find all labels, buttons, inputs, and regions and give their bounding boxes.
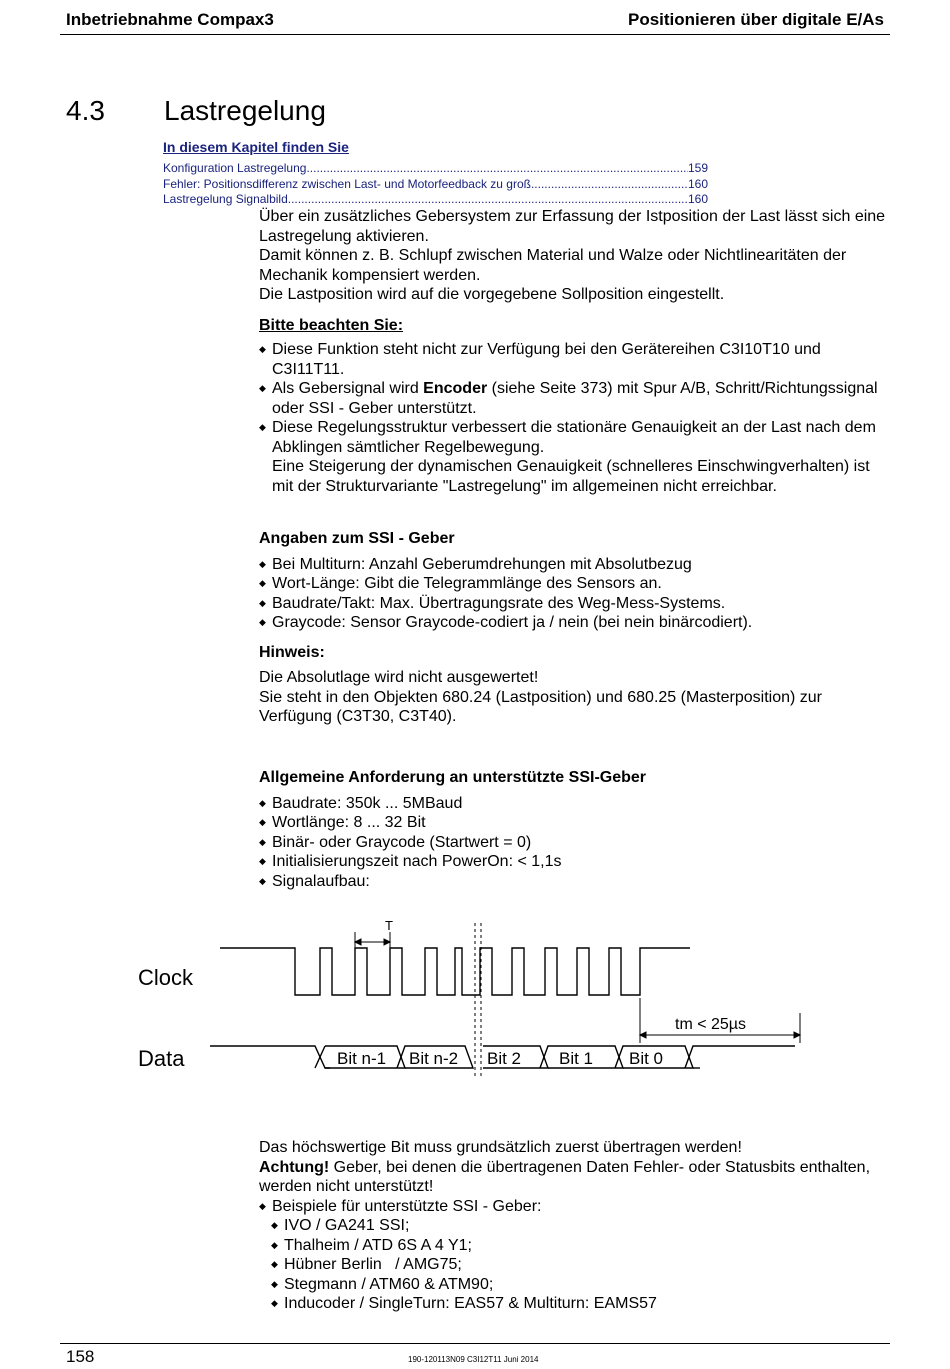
encoder-example: ◆ Thalheim / ATD 6S A 4 Y1;	[259, 1236, 889, 1256]
period-label: T	[385, 918, 393, 933]
toc-leader-dots	[306, 161, 688, 177]
general-list	[259, 794, 889, 892]
toc-list	[163, 161, 708, 208]
intro-paragraph-1: Über ein zusätzliches Gebersystem zur Erfassung der Istposition der Last lässt sich eine Lastregelung aktivieren.	[259, 208, 886, 245]
clock-waveform	[220, 948, 690, 995]
period-marker	[355, 932, 390, 948]
encoder-example: ◆ Stegmann / ATM60 & ATM90;	[259, 1275, 889, 1295]
ssi-item: ◆ Graycode: Sensor Graycode-codiert ja / nein (bei nein binärcodiert).	[259, 613, 889, 633]
examples-list	[259, 1197, 889, 1217]
hint-heading: Hinweis:	[259, 643, 325, 661]
clock-label: Clock	[138, 965, 194, 990]
data-bit: Bit n-1	[337, 1049, 387, 1068]
ssi-item: ◆ Baudrate/Takt: Max. Übertragungsrate des Weg-Mess-Systems.	[259, 594, 889, 614]
note-item: ◆ Diese Funktion steht nicht zur Verfügung bei den Gerätereihen C3I10T10 und C3I11T11.	[259, 340, 889, 379]
general-section	[259, 768, 889, 891]
header-section-title: Positionieren über digitale E/As	[628, 10, 884, 29]
encoder-example: ◆ Inducoder / SingleTurn: EAS57 & Multiturn: EAMS57	[259, 1294, 889, 1314]
toc-entry[interactable]	[163, 177, 708, 193]
toc-entry-text[interactable]: Lastregelung Signalbild	[163, 192, 288, 206]
intro-section	[259, 207, 889, 496]
general-item: ◆ Wortlänge: 8 ... 32 Bit	[259, 813, 889, 833]
toc-heading[interactable]: In diesem Kapitel finden Sie	[163, 139, 349, 155]
encoder-example: ◆ IVO / GA241 SSI;	[259, 1216, 889, 1236]
general-item: ◆ Initialisierungszeit nach PowerOn: < 1,1s	[259, 852, 889, 872]
header-manual-title: Inbetriebnahme Compax3	[66, 10, 274, 29]
warning-body: Geber, bei denen die übertragenen Daten Fehler- oder Statusbits enthalten, werden nicht unterstützt!	[259, 1158, 871, 1195]
encoder-examples	[259, 1216, 889, 1314]
ssi-section	[259, 529, 889, 727]
warning-label: Achtung!	[259, 1158, 330, 1176]
intro-paragraph-2: Damit können z. B. Schlupf zwischen Material und Walze oder Nichtlinearitäten der Mechanik kompensiert werden.	[259, 247, 847, 284]
toc-entry-page[interactable]: 160	[687, 192, 708, 206]
page-number: 158	[66, 1347, 95, 1366]
note-item: ◆ Diese Regelungsstruktur verbessert die stationäre Genauigkeit an der Last nach dem Abklingen sämtlicher Regelbewegung.	[259, 418, 889, 457]
ssi-item: ◆ Wort-Länge: Gibt die Telegrammlänge des Sensors an.	[259, 574, 889, 594]
ssi-heading: Angaben zum SSI - Geber	[259, 530, 455, 547]
warning-text	[259, 1158, 889, 1197]
note-list	[259, 340, 889, 457]
chapter-number: 4.3	[66, 95, 105, 126]
ssi-list	[259, 555, 889, 633]
intro-paragraph-3: Die Lastposition wird auf die vorgegebene Sollposition eingestellt.	[259, 286, 725, 303]
chapter-title: Lastregelung	[164, 95, 326, 126]
toc-entry-text[interactable]: Fehler: Positionsdifferenz zwischen Last- und Motorfeedback zu groß	[163, 176, 531, 191]
ssi-signal-diagram	[135, 918, 815, 1083]
data-bit: Bit n-2	[409, 1049, 459, 1068]
note-heading: Bitte beachten Sie:	[259, 316, 404, 334]
ssi-item: ◆ Bei Multiturn: Anzahl Geberumdrehungen mit Absolutbezug	[259, 555, 889, 575]
hint-line-2: Sie steht in den Objekten 680.24 (Lastposition) und 680.25 (Masterposition) zur Verfügung (C3T30, C3T40).	[259, 688, 822, 725]
toc-entry[interactable]	[163, 192, 708, 208]
hint-line-1: Die Absolutlage wird nicht ausgewertet!	[259, 669, 539, 686]
msb-note: Das höchswertige Bit muss grundsätzlich zuerst übertragen werden!	[259, 1139, 742, 1156]
toc-entry[interactable]	[163, 161, 708, 177]
note-text: Als Gebersignal wird	[272, 380, 424, 397]
footer-rule	[60, 1343, 890, 1344]
general-heading: Allgemeine Anforderung an unterstützte SSI-Geber	[259, 769, 647, 786]
general-item: ◆ Baudrate: 350k ... 5MBaud	[259, 794, 889, 814]
toc-leader-dots	[288, 192, 688, 208]
examples-heading: ◆ Beispiele für unterstützte SSI - Geber:	[259, 1197, 889, 1217]
document-id: 190-120113N09 C3I12T11 Juni 2014	[408, 1355, 539, 1364]
data-bit: Bit 2	[487, 1049, 522, 1068]
header-rule	[60, 34, 890, 35]
toc-entry-page[interactable]: 159	[687, 161, 708, 175]
general-item: ◆ Binär- oder Graycode (Startwert = 0)	[259, 833, 889, 853]
toc-entry-text[interactable]: Konfiguration Lastregelung	[163, 161, 307, 175]
note-continuation: Eine Steigerung der dynamischen Genauigkeit (schnelleres Einschwingverhalten) ist mit der Strukturvariante "Lastregelung" im allgemeinen nicht erreichbar.	[272, 458, 870, 495]
closing-section	[259, 1138, 889, 1314]
encoder-example: ◆ Hübner Berlin / AMG75;	[259, 1255, 889, 1275]
note-bold-term: Encoder	[423, 380, 488, 397]
toc-leader-dots	[531, 177, 688, 193]
data-label: Data	[138, 1046, 185, 1071]
toc-entry-page[interactable]: 160	[687, 176, 708, 191]
general-item: ◆ Signalaufbau:	[259, 872, 889, 892]
note-text: (siehe Seite 373) mit Spur A/B, Schritt/Richtungssignal oder SSI - Geber unterstützt.	[272, 380, 878, 417]
note-item	[259, 379, 889, 418]
data-bit: Bit 1	[559, 1049, 594, 1068]
data-bit: Bit 0	[629, 1049, 664, 1068]
tm-label: tm < 25µs	[675, 1016, 747, 1033]
